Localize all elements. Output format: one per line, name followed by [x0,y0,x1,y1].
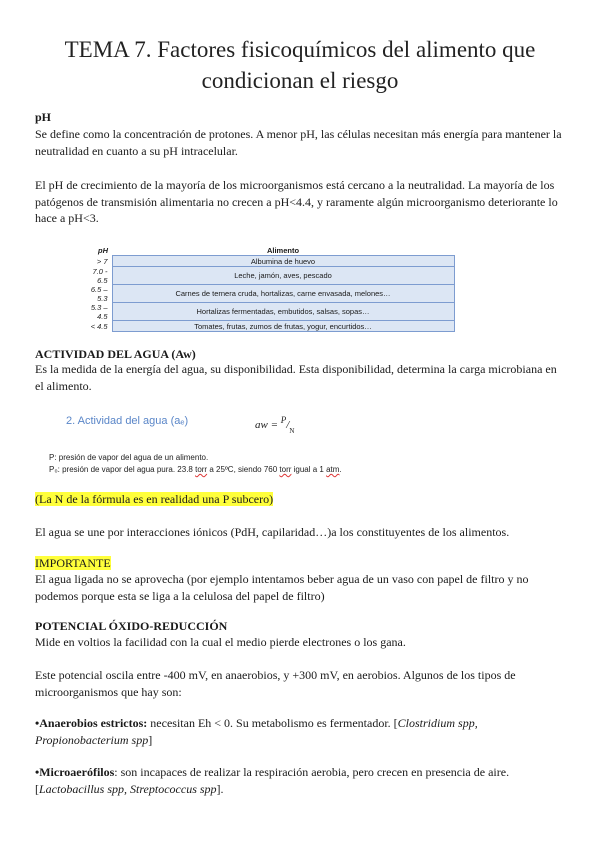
ph-table [80,245,455,332]
formula-numerator: P [280,415,287,425]
formula-slash: / [286,419,290,431]
table-row [80,256,454,267]
bullet-anaerobios-label: •Anaerobios estrictos: [35,716,148,730]
redox-paragraph-1: Mide en voltios la facilidad con la cual el medio pierde electrones o los gana. [35,635,406,649]
def2-torr-2: torr [279,465,292,474]
food-value: Carnes de ternera cruda, hortalizas, carne envasada, melones… [112,285,454,303]
aw-definition-p0 [49,464,342,476]
ph-value: 7.0 - 6.5 [92,266,108,285]
table-row [80,321,454,332]
ph-paragraph-1: Se define como la concentración de protones. A menor pH, las células necesitan más energía para mantener la neutralidad en cuanto a su pH intracelular. [35,127,562,158]
ph-value: 6.5 – 5.3 [90,284,108,303]
aw-note-highlight: (La N de la fórmula es en realidad una P subcero) [35,492,274,506]
bullet-microaerofilos-species: Lactobacillus spp, Streptococcus spp [39,781,217,796]
bullet-microaerofilos-label: •Microaerófilos [35,765,115,779]
important-highlight: IMPORTANTE [35,556,111,570]
aw-note [35,491,565,508]
bullet-anaerobios [35,715,565,748]
def2-part-d: . [339,465,342,474]
ph-value: < 4.5 [90,321,108,331]
food-value: Hortalizas fermentadas, embutidos, salsas, sopas… [112,303,454,321]
aw-paragraph-3: El agua ligada no se aprovecha (por ejemplo intentamos beber agua de un vaso con papel de filtro y no podemos porque esta se liga a la celulosa del papel de filtro) [35,572,529,603]
bullet-microaerofilos [35,764,565,797]
bullet-anaerobios-end: ] [148,732,153,747]
ph-table-header-ph: pH [98,245,108,255]
def2-part-c: igual a 1 [291,465,327,474]
bullet-microaerofilos-text: : son incapaces de realizar la respiración aerobia, pero crecen en presencia de aire. [ [35,765,510,796]
def2-atm: atm [326,465,340,474]
ph-heading: pH [35,110,52,124]
bullet-microaerofilos-end: ]. [216,781,224,796]
ph-value: > 7 [96,256,108,266]
ph-paragraph-2: El pH de crecimiento de la mayoría de los microorganismos está cercano a la neutralidad. La mayoría de los patógenos de transmisión alimentaria no crecen a pH<4.4, y raramente algún microorganismo deteriorante lo hace a pH<3. [35,178,558,225]
def2-part-a: P₀: presión de vapor del agua pura. 23.8 [49,465,196,474]
redox-paragraph-2: Este potencial oscila entre -400 mV, en anaerobios, y +300 mV, en aerobios. Algunos de los tipos de microorganismos que hay son: [35,668,516,699]
aw-paragraph-2: El agua se une por interacciones iónicos (PdH, capilaridad…)a los constituyentes de los alimentos. [35,525,510,539]
redox-heading: POTENCIAL ÓXIDO-REDUCCIÓN [35,619,228,633]
ph-value: 5.3 – 4.5 [90,302,108,321]
ph-table-header-food: Alimento [266,245,300,255]
food-value: Albumina de huevo [112,256,454,267]
aw-heading: ACTIVIDAD DEL AGUA (Aw) [35,347,196,361]
food-value: Tomates, frutas, zumos de frutas, yogur, encurtidos… [112,321,454,332]
important-label [35,555,565,572]
formula-denominator: N [289,427,295,435]
table-row [80,267,454,285]
formula-lhs: aw = [255,419,279,431]
aw-definitions [49,452,342,476]
aw-paragraph-1: Es la medida de la energía del agua, su disponibilidad. Esta disponibilidad, determina la carga microbiana en el alimento. [35,362,557,393]
def2-torr: torr [195,465,208,474]
def2-part-b: a 25ºC, siendo 760 [207,465,280,474]
aw-definition-p: P: presión de vapor del agua de un alimento. [49,453,209,462]
bullet-anaerobios-text: necesitan Eh < 0. Su metabolismo es fermentador. [ [147,716,398,730]
table-row [80,285,454,303]
aw-formula [255,415,295,435]
bullet-anaerobios-species: Clostridium spp, Propionobacterium spp [35,716,478,747]
food-value: Leche, jamón, aves, pescado [112,267,454,285]
aw-figure-title: 2. Actividad del agua (aₑ) [66,415,189,427]
table-row [80,303,454,321]
page-title: TEMA 7. Factores fisicoquímicos del alimento que condicionan el riesgo [64,37,536,93]
